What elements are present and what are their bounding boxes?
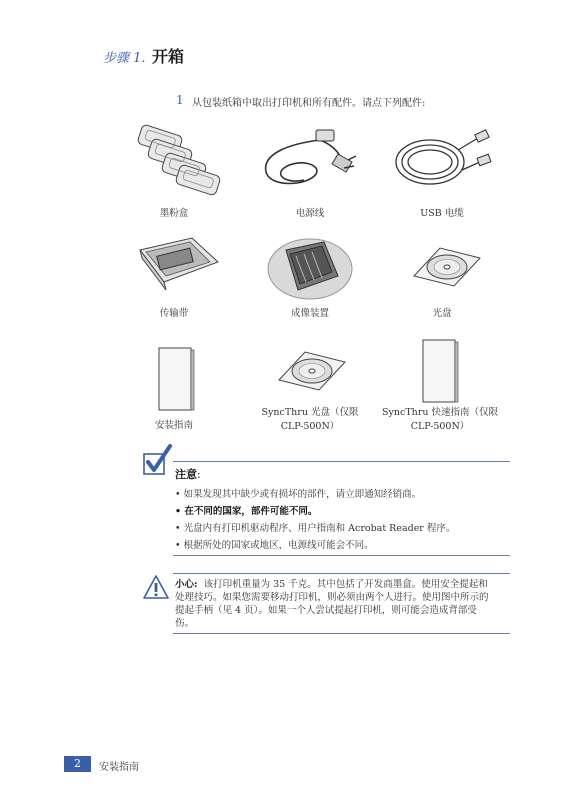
item-label-syncthru-guide-line1: SyncThru 快速指南（仅限 [382, 407, 498, 418]
intro-number: 1 [176, 93, 184, 107]
intro-text: 从包装纸箱中取出打印机和所有配件。请点下列配件: [192, 98, 426, 109]
caution-top-rule [173, 573, 510, 574]
note-bullet-text: 根据所处的国家或地区，电源线可能会不同。 [183, 540, 374, 551]
note-bullet-text: 如果发现其中缺少或有损坏的部件，请立即通知经销商。 [183, 489, 422, 500]
page-title: 开箱 [152, 47, 185, 66]
item-label-syncthru-guide-line2: CLP-500N） [410, 421, 470, 432]
note-bullet: • 在不同的国家，部件可能不同。 [175, 506, 318, 517]
syncthru-cd-icon [275, 350, 347, 392]
usb-cable-icon [392, 128, 492, 194]
transfer-belt-icon [132, 232, 224, 294]
note-top-rule [173, 461, 510, 462]
note-bullet: • 光盘内有打印机驱动程序、用户指南和 Acrobat Reader 程序。 [175, 523, 456, 534]
item-label-imaging-unit: 成像装置 [290, 308, 329, 319]
item-label-cd: 光盘 [432, 308, 452, 319]
caution-line: 提起手柄（见 4 页）。如果一个人尝试提起打印机，则可能会造成背部受 [175, 605, 477, 616]
note-bottom-rule [173, 555, 510, 556]
item-label-toner: 墨粉盒 [159, 208, 189, 219]
caution-text [175, 578, 509, 630]
note-title-text: 注意 [175, 468, 197, 481]
caution-title: 小心 [175, 579, 195, 590]
note-title: 注意: [175, 468, 201, 481]
imaging-unit-icon [266, 236, 354, 302]
caution-line: 伤。 [175, 618, 195, 629]
item-label-power-cord: 电源线 [295, 208, 325, 219]
note-bullet: • 如果发现其中缺少或有损坏的部件，请立即通知经销商。 [175, 489, 422, 500]
guide-book-icon [157, 346, 195, 412]
item-label-transfer-belt: 传输带 [159, 308, 189, 319]
quick-guide-book-icon [421, 338, 459, 404]
power-cord-icon [258, 124, 358, 194]
caution-line-text: 该打印机重量为 35 千克。其中包括了开发商墨盒。使用安全提起和 [203, 579, 488, 590]
item-label-setup-guide: 安装指南 [154, 420, 193, 431]
caution-bottom-rule [173, 633, 510, 634]
footer-section-title: 安装指南 [99, 762, 139, 773]
toner-cartridges-icon [133, 124, 229, 200]
step-label: 步骤 1. [103, 51, 146, 66]
page-number: 2 [64, 756, 91, 772]
note-bullet-text: 光盘内有打印机驱动程序、用户指南和 Acrobat Reader 程序。 [183, 523, 456, 534]
item-label-syncthru-cd [250, 406, 370, 434]
item-label-usb-cable: USB 电缆 [420, 208, 464, 219]
item-label-syncthru-cd-line1: SyncThru 光盘（仅限 [261, 407, 359, 418]
note-bullet: • 根据所处的国家或地区，电源线可能会不同。 [175, 540, 374, 551]
note-bullet-text: 在不同的国家，部件可能不同。 [184, 506, 318, 517]
caution-line: 处理技巧。如果您需要移动打印机，则必须由两个人进行。使用图中所示的 [175, 592, 489, 603]
cd-icon [410, 246, 482, 288]
warning-icon [142, 574, 170, 600]
item-label-syncthru-guide [380, 406, 500, 434]
caution-line: 小心: 该打印机重量为 35 千克。其中包括了开发商墨盒。使用安全提起和 [175, 579, 488, 590]
item-label-syncthru-cd-line2: CLP-500N） [280, 421, 340, 432]
checkmark-icon [142, 444, 174, 478]
